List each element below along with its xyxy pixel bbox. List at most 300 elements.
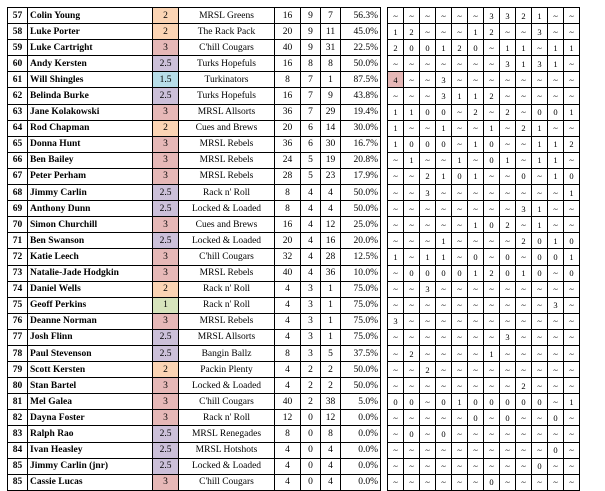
- games-played-cell: 8: [275, 345, 301, 361]
- spacer-cell: [381, 24, 388, 40]
- player-name-cell: Anthony Dunn: [28, 201, 153, 217]
- round-result-cell: ~: [452, 8, 468, 24]
- round-result-cell: ~: [452, 345, 468, 361]
- team-cell: Bangin Ballz: [179, 345, 275, 361]
- round-result-cell: ~: [548, 458, 564, 474]
- round-result-cell: ~: [452, 136, 468, 152]
- round-result-cell: 0: [420, 136, 436, 152]
- win-percentage-cell: 20.0%: [341, 233, 381, 249]
- table-row: [8, 281, 580, 297]
- rank-cell: 71: [8, 233, 28, 249]
- round-result-cell: ~: [516, 281, 532, 297]
- round-result-cell: 0: [452, 168, 468, 184]
- round-result-cell: ~: [420, 474, 436, 490]
- round-result-cell: ~: [516, 426, 532, 442]
- table-row: [8, 217, 580, 233]
- round-result-cell: ~: [436, 8, 452, 24]
- round-result-cell: ~: [516, 297, 532, 313]
- round-result-cell: ~: [564, 458, 580, 474]
- win-percentage-cell: 50.0%: [341, 201, 381, 217]
- team-cell: MRSL Greens: [179, 8, 275, 24]
- spacer-cell: [381, 120, 388, 136]
- round-result-cell: ~: [388, 297, 404, 313]
- round-result-cell: 0: [564, 233, 580, 249]
- games-played-cell: 40: [275, 394, 301, 410]
- player-name-cell: Peter Perham: [28, 168, 153, 184]
- grade-cell: 2.5: [153, 201, 179, 217]
- round-result-cell: 2: [516, 8, 532, 24]
- round-result-cell: 0: [404, 40, 420, 56]
- round-result-cell: 1: [564, 394, 580, 410]
- round-result-cell: ~: [404, 362, 420, 378]
- round-result-cell: 0: [404, 136, 420, 152]
- round-result-cell: ~: [420, 313, 436, 329]
- spacer-cell: [381, 136, 388, 152]
- round-result-cell: 0: [420, 40, 436, 56]
- round-result-cell: ~: [564, 24, 580, 40]
- round-result-cell: 1: [548, 136, 564, 152]
- round-result-cell: ~: [420, 410, 436, 426]
- rank-cell: 72: [8, 249, 28, 265]
- round-result-cell: ~: [500, 136, 516, 152]
- round-result-cell: 1: [436, 168, 452, 184]
- round-result-cell: 2: [452, 40, 468, 56]
- team-cell: Turks Hopefuls: [179, 88, 275, 104]
- spacer-cell: [381, 88, 388, 104]
- round-result-cell: 2: [420, 362, 436, 378]
- round-result-cell: 0: [404, 394, 420, 410]
- table-row: [8, 474, 580, 490]
- round-result-cell: ~: [388, 56, 404, 72]
- round-result-cell: 2: [388, 40, 404, 56]
- round-result-cell: ~: [468, 378, 484, 394]
- games-won-cell: 9: [301, 24, 321, 40]
- round-result-cell: ~: [564, 297, 580, 313]
- round-result-cell: 0: [516, 394, 532, 410]
- round-result-cell: ~: [548, 201, 564, 217]
- round-result-cell: 3: [420, 185, 436, 201]
- team-cell: Cues and Brews: [179, 217, 275, 233]
- round-result-cell: 1: [484, 345, 500, 361]
- player-name-cell: Stan Bartel: [28, 378, 153, 394]
- round-result-cell: ~: [452, 458, 468, 474]
- win-percentage-cell: 37.5%: [341, 345, 381, 361]
- round-result-cell: ~: [420, 329, 436, 345]
- games-lost-cell: 2: [321, 378, 341, 394]
- round-result-cell: 1: [420, 249, 436, 265]
- win-percentage-cell: 50.0%: [341, 378, 381, 394]
- round-result-cell: ~: [436, 56, 452, 72]
- table-row: [8, 426, 580, 442]
- round-result-cell: 0: [564, 265, 580, 281]
- games-lost-cell: 1: [321, 329, 341, 345]
- spacer-cell: [381, 442, 388, 458]
- round-result-cell: ~: [452, 217, 468, 233]
- round-result-cell: ~: [484, 72, 500, 88]
- rank-cell: 81: [8, 394, 28, 410]
- round-result-cell: ~: [532, 168, 548, 184]
- round-result-cell: ~: [388, 217, 404, 233]
- round-result-cell: 2: [484, 24, 500, 40]
- team-cell: Turkinators: [179, 72, 275, 88]
- round-result-cell: ~: [564, 281, 580, 297]
- spacer-cell: [381, 394, 388, 410]
- games-won-cell: 3: [301, 297, 321, 313]
- round-result-cell: 1: [564, 249, 580, 265]
- round-result-cell: ~: [388, 88, 404, 104]
- player-name-cell: Simon Churchill: [28, 217, 153, 233]
- round-result-cell: 1: [468, 88, 484, 104]
- round-result-cell: ~: [532, 410, 548, 426]
- player-name-cell: Josh Flinn: [28, 329, 153, 345]
- round-result-cell: ~: [468, 152, 484, 168]
- grade-cell: 2.5: [153, 185, 179, 201]
- spacer-cell: [381, 265, 388, 281]
- round-result-cell: 1: [564, 104, 580, 120]
- table-row: [8, 297, 580, 313]
- round-result-cell: ~: [468, 345, 484, 361]
- games-lost-cell: 11: [321, 24, 341, 40]
- round-result-cell: ~: [388, 378, 404, 394]
- games-played-cell: 36: [275, 136, 301, 152]
- player-name-cell: Mel Galea: [28, 394, 153, 410]
- win-percentage-cell: 0.0%: [341, 410, 381, 426]
- games-played-cell: 24: [275, 152, 301, 168]
- grade-cell: 2: [153, 24, 179, 40]
- rank-cell: 59: [8, 40, 28, 56]
- table-row: [8, 8, 580, 24]
- player-name-cell: Ivan Heasley: [28, 442, 153, 458]
- games-played-cell: 8: [275, 185, 301, 201]
- round-result-cell: ~: [484, 378, 500, 394]
- table-row: [8, 24, 580, 40]
- table-row: [8, 410, 580, 426]
- round-result-cell: ~: [420, 297, 436, 313]
- round-result-cell: 0: [516, 168, 532, 184]
- round-result-cell: ~: [420, 88, 436, 104]
- round-result-cell: ~: [564, 72, 580, 88]
- round-result-cell: ~: [516, 362, 532, 378]
- rank-cell: 68: [8, 185, 28, 201]
- spacer-cell: [381, 362, 388, 378]
- round-result-cell: ~: [484, 56, 500, 72]
- round-result-cell: ~: [436, 152, 452, 168]
- round-result-cell: ~: [468, 72, 484, 88]
- round-result-cell: ~: [436, 442, 452, 458]
- round-result-cell: 2: [484, 265, 500, 281]
- round-result-cell: ~: [500, 72, 516, 88]
- spacer-cell: [381, 297, 388, 313]
- team-cell: C'hill Cougars: [179, 474, 275, 490]
- spacer-cell: [381, 168, 388, 184]
- games-lost-cell: 8: [321, 426, 341, 442]
- table-row: [8, 152, 580, 168]
- round-result-cell: ~: [468, 474, 484, 490]
- round-result-cell: 0: [548, 442, 564, 458]
- round-result-cell: ~: [452, 362, 468, 378]
- round-result-cell: ~: [436, 185, 452, 201]
- rank-cell: 77: [8, 329, 28, 345]
- games-won-cell: 4: [301, 249, 321, 265]
- games-won-cell: 9: [301, 40, 321, 56]
- grade-cell: 2: [153, 281, 179, 297]
- games-lost-cell: 12: [321, 410, 341, 426]
- grade-cell: 3: [153, 249, 179, 265]
- round-result-cell: ~: [436, 313, 452, 329]
- spacer-cell: [381, 249, 388, 265]
- round-result-cell: ~: [484, 442, 500, 458]
- rank-cell: 66: [8, 152, 28, 168]
- games-won-cell: 0: [301, 458, 321, 474]
- win-percentage-cell: 0.0%: [341, 474, 381, 490]
- round-result-cell: ~: [388, 185, 404, 201]
- games-lost-cell: 1: [321, 313, 341, 329]
- round-result-cell: ~: [388, 410, 404, 426]
- round-result-cell: ~: [564, 410, 580, 426]
- grade-cell: 3: [153, 136, 179, 152]
- win-percentage-cell: 0.0%: [341, 426, 381, 442]
- round-result-cell: ~: [548, 474, 564, 490]
- player-name-cell: Ben Bailey: [28, 152, 153, 168]
- games-played-cell: 36: [275, 104, 301, 120]
- round-result-cell: 1: [468, 136, 484, 152]
- grade-cell: 3: [153, 217, 179, 233]
- round-result-cell: ~: [548, 394, 564, 410]
- round-result-cell: ~: [516, 24, 532, 40]
- round-result-cell: ~: [516, 410, 532, 426]
- games-lost-cell: 38: [321, 394, 341, 410]
- table-body: [8, 8, 580, 491]
- round-result-cell: 0: [404, 426, 420, 442]
- round-result-cell: ~: [516, 442, 532, 458]
- round-result-cell: 4: [388, 72, 404, 88]
- round-result-cell: 3: [484, 8, 500, 24]
- table-row: [8, 345, 580, 361]
- round-result-cell: ~: [388, 201, 404, 217]
- rank-cell: 62: [8, 88, 28, 104]
- round-result-cell: ~: [404, 201, 420, 217]
- games-lost-cell: 31: [321, 40, 341, 56]
- round-result-cell: 0: [500, 249, 516, 265]
- games-lost-cell: 29: [321, 104, 341, 120]
- rank-cell: 85: [8, 474, 28, 490]
- round-result-cell: ~: [484, 104, 500, 120]
- round-result-cell: 0: [436, 394, 452, 410]
- games-lost-cell: 4: [321, 458, 341, 474]
- round-result-cell: 2: [516, 120, 532, 136]
- round-result-cell: 3: [388, 313, 404, 329]
- round-result-cell: 0: [468, 410, 484, 426]
- round-result-cell: ~: [484, 426, 500, 442]
- games-lost-cell: 12: [321, 217, 341, 233]
- player-name-cell: Katie Leech: [28, 249, 153, 265]
- round-result-cell: ~: [420, 442, 436, 458]
- rank-cell: 65: [8, 136, 28, 152]
- rank-cell: 69: [8, 201, 28, 217]
- round-result-cell: ~: [532, 72, 548, 88]
- round-result-cell: 0: [484, 217, 500, 233]
- round-result-cell: ~: [548, 24, 564, 40]
- round-result-cell: ~: [404, 378, 420, 394]
- round-result-cell: ~: [516, 249, 532, 265]
- grade-cell: 3: [153, 104, 179, 120]
- games-won-cell: 5: [301, 152, 321, 168]
- round-result-cell: ~: [404, 249, 420, 265]
- round-result-cell: ~: [468, 56, 484, 72]
- round-result-cell: 0: [484, 474, 500, 490]
- round-result-cell: ~: [436, 201, 452, 217]
- rank-cell: 83: [8, 426, 28, 442]
- round-result-cell: 3: [532, 24, 548, 40]
- round-result-cell: ~: [516, 345, 532, 361]
- spacer-cell: [381, 410, 388, 426]
- round-result-cell: ~: [500, 474, 516, 490]
- round-result-cell: ~: [404, 442, 420, 458]
- round-result-cell: ~: [452, 410, 468, 426]
- round-result-cell: 1: [516, 40, 532, 56]
- games-won-cell: 5: [301, 168, 321, 184]
- round-result-cell: ~: [500, 120, 516, 136]
- round-result-cell: 3: [500, 8, 516, 24]
- grade-cell: 3: [153, 168, 179, 184]
- round-result-cell: ~: [532, 329, 548, 345]
- rank-cell: 57: [8, 8, 28, 24]
- round-result-cell: 0: [548, 104, 564, 120]
- table-row: [8, 313, 580, 329]
- spacer-cell: [381, 329, 388, 345]
- round-result-cell: ~: [436, 474, 452, 490]
- round-result-cell: ~: [420, 426, 436, 442]
- round-result-cell: ~: [500, 426, 516, 442]
- round-result-cell: 0: [420, 265, 436, 281]
- round-result-cell: ~: [388, 329, 404, 345]
- win-percentage-cell: 50.0%: [341, 56, 381, 72]
- round-result-cell: ~: [420, 56, 436, 72]
- round-result-cell: ~: [468, 442, 484, 458]
- rank-cell: 61: [8, 72, 28, 88]
- round-result-cell: ~: [404, 410, 420, 426]
- round-result-cell: ~: [548, 8, 564, 24]
- round-result-cell: ~: [484, 313, 500, 329]
- round-result-cell: ~: [404, 233, 420, 249]
- round-result-cell: 0: [404, 265, 420, 281]
- round-result-cell: ~: [452, 120, 468, 136]
- win-percentage-cell: 10.0%: [341, 265, 381, 281]
- grade-cell: 2.5: [153, 458, 179, 474]
- round-result-cell: ~: [388, 8, 404, 24]
- round-result-cell: ~: [436, 345, 452, 361]
- spacer-cell: [381, 217, 388, 233]
- round-result-cell: ~: [388, 474, 404, 490]
- round-result-cell: ~: [500, 281, 516, 297]
- round-result-cell: ~: [452, 104, 468, 120]
- round-result-cell: ~: [452, 281, 468, 297]
- round-result-cell: 1: [516, 265, 532, 281]
- grade-cell: 3: [153, 378, 179, 394]
- round-result-cell: ~: [532, 442, 548, 458]
- round-result-cell: 2: [484, 88, 500, 104]
- round-result-cell: ~: [468, 233, 484, 249]
- round-result-cell: ~: [500, 362, 516, 378]
- grade-cell: 3: [153, 40, 179, 56]
- round-result-cell: ~: [420, 233, 436, 249]
- player-name-cell: Donna Hunt: [28, 136, 153, 152]
- round-result-cell: 0: [436, 426, 452, 442]
- round-result-cell: 3: [436, 72, 452, 88]
- spacer-cell: [381, 474, 388, 490]
- round-result-cell: ~: [532, 378, 548, 394]
- round-result-cell: 3: [420, 281, 436, 297]
- round-result-cell: ~: [404, 474, 420, 490]
- round-result-cell: 2: [516, 233, 532, 249]
- team-cell: MRSL Rebels: [179, 313, 275, 329]
- round-result-cell: ~: [532, 40, 548, 56]
- games-lost-cell: 1: [321, 297, 341, 313]
- win-percentage-cell: 75.0%: [341, 281, 381, 297]
- round-result-cell: ~: [420, 201, 436, 217]
- round-result-cell: 0: [420, 104, 436, 120]
- games-lost-cell: 36: [321, 265, 341, 281]
- round-result-cell: ~: [420, 120, 436, 136]
- games-won-cell: 0: [301, 442, 321, 458]
- round-result-cell: ~: [388, 442, 404, 458]
- player-name-cell: Colin Young: [28, 8, 153, 24]
- round-result-cell: ~: [436, 458, 452, 474]
- games-played-cell: 4: [275, 474, 301, 490]
- player-name-cell: Belinda Burke: [28, 88, 153, 104]
- round-result-cell: 1: [436, 249, 452, 265]
- games-won-cell: 6: [301, 136, 321, 152]
- round-result-cell: ~: [468, 120, 484, 136]
- games-won-cell: 3: [301, 313, 321, 329]
- table-row: [8, 120, 580, 136]
- round-result-cell: 0: [452, 265, 468, 281]
- games-lost-cell: 16: [321, 233, 341, 249]
- games-won-cell: 4: [301, 201, 321, 217]
- rank-cell: 75: [8, 297, 28, 313]
- table-row: [8, 185, 580, 201]
- round-result-cell: ~: [500, 201, 516, 217]
- round-result-cell: ~: [388, 168, 404, 184]
- round-result-cell: 0: [564, 168, 580, 184]
- games-played-cell: 20: [275, 233, 301, 249]
- round-result-cell: 0: [548, 410, 564, 426]
- team-cell: Packin Plenty: [179, 362, 275, 378]
- team-cell: Turks Hopefuls: [179, 56, 275, 72]
- round-result-cell: ~: [516, 136, 532, 152]
- games-played-cell: 4: [275, 362, 301, 378]
- games-lost-cell: 4: [321, 201, 341, 217]
- round-result-cell: ~: [532, 313, 548, 329]
- games-played-cell: 8: [275, 72, 301, 88]
- round-result-cell: ~: [564, 345, 580, 361]
- round-result-cell: ~: [484, 458, 500, 474]
- round-result-cell: 1: [452, 88, 468, 104]
- win-percentage-cell: 75.0%: [341, 329, 381, 345]
- spacer-cell: [381, 56, 388, 72]
- round-result-cell: ~: [516, 313, 532, 329]
- round-result-cell: ~: [484, 168, 500, 184]
- round-result-cell: 1: [452, 394, 468, 410]
- round-result-cell: ~: [404, 88, 420, 104]
- round-result-cell: ~: [388, 345, 404, 361]
- games-lost-cell: 8: [321, 56, 341, 72]
- games-played-cell: 16: [275, 88, 301, 104]
- round-result-cell: ~: [420, 8, 436, 24]
- round-result-cell: ~: [452, 426, 468, 442]
- round-result-cell: ~: [564, 201, 580, 217]
- round-result-cell: 2: [420, 168, 436, 184]
